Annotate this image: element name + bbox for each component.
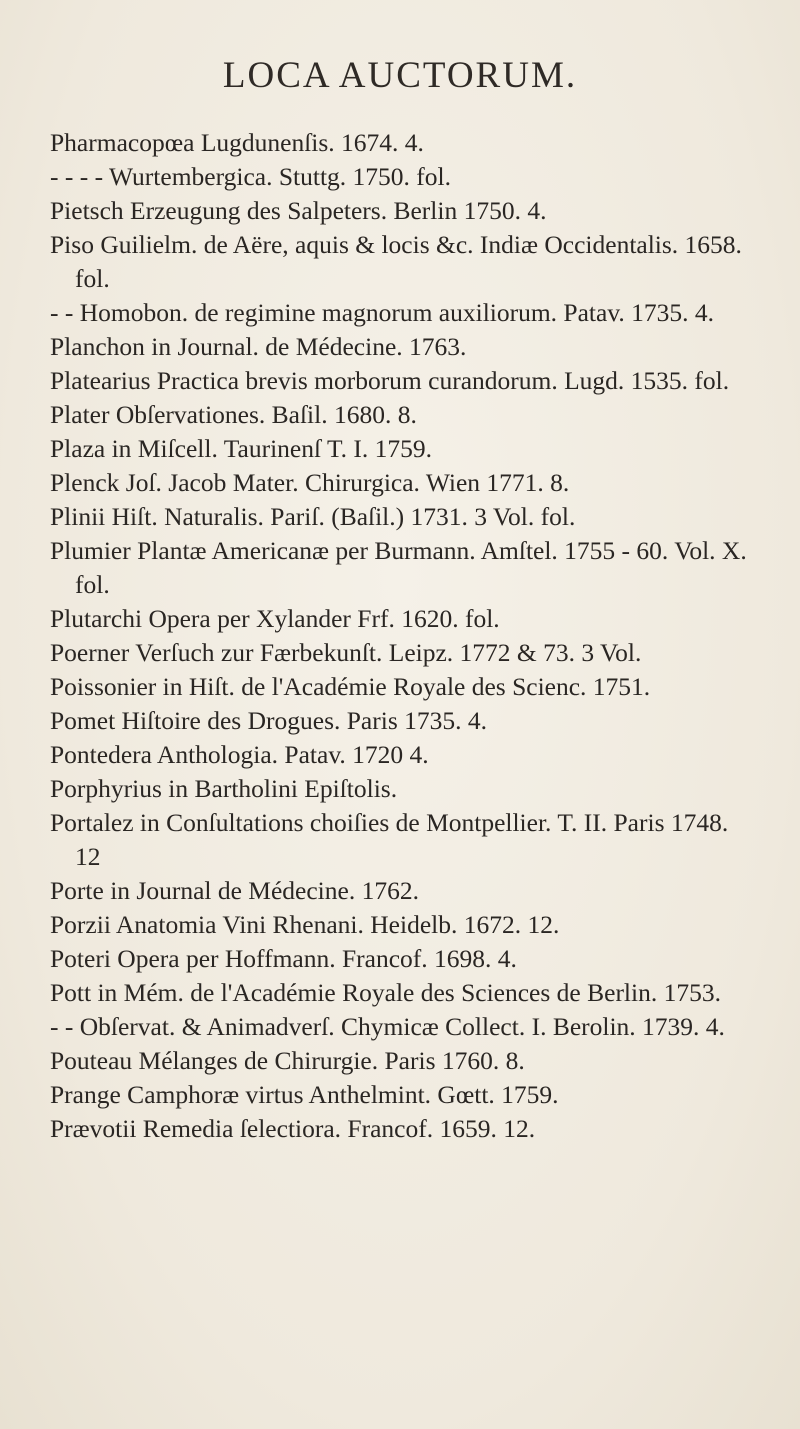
- index-entry: Pietsch Erzeugung des Salpeters. Berlin 1750. 4.: [50, 196, 547, 225]
- index-entry: - - Obſervat. & Animadverſ. Chymicæ Collect. I. Berolin. 1739. 4.: [50, 1012, 725, 1041]
- index-entry: - - - - Wurtembergica. Stuttg. 1750. fol.: [50, 162, 451, 191]
- index-entry: Porphyrius in Bartholini Epiſtolis.: [50, 774, 398, 803]
- index-entry: Porte in Journal de Médecine. 1762.: [50, 876, 419, 905]
- index-entry: Platearius Practica brevis morborum curandorum. Lugd. 1535. fol.: [50, 366, 730, 395]
- index-entry: Plaza in Miſcell. Taurinenſ T. I. 1759.: [50, 434, 433, 463]
- index-entry: Planchon in Journal. de Médecine. 1763.: [50, 332, 467, 361]
- index-entry: - - Homobon. de regimine magnorum auxiliorum. Patav. 1735. 4.: [50, 298, 715, 327]
- index-entry: Pouteau Mélanges de Chirurgie. Paris 1760. 8.: [50, 1046, 525, 1075]
- index-entry: Pontedera Anthologia. Patav. 1720 4.: [50, 740, 429, 769]
- index-entry: Poteri Opera per Hoffmann. Francof. 1698. 4.: [50, 944, 517, 973]
- index-entry: Pomet Hiſtoire des Drogues. Paris 1735. 4.: [50, 706, 487, 735]
- index-entry: Poerner Verſuch zur Færbekunſt. Leipz. 1772 & 73. 3 Vol.: [50, 638, 642, 667]
- index-entry: Prævotii Remedia ſelectiora. Francof. 1659. 12.: [50, 1114, 536, 1143]
- author-index-list: [50, 126, 760, 1146]
- index-entry: Pott in Mém. de l'Académie Royale des Sciences de Berlin. 1753.: [50, 978, 721, 1007]
- index-entry: Poissonier in Hiſt. de l'Académie Royale des Scienc. 1751.: [50, 672, 651, 701]
- index-entry: Plinii Hiſt. Naturalis. Pariſ. (Baſil.) 1731. 3 Vol. fol.: [50, 502, 576, 531]
- index-entry: Pharmacopœa Lugdunenſis. 1674. 4.: [50, 128, 424, 157]
- index-entry: Plutarchi Opera per Xylander Frf. 1620. fol.: [50, 604, 500, 633]
- index-entry: Plater Obſervationes. Baſil. 1680. 8.: [50, 400, 417, 429]
- page-title: LOCA AUCTORUM.: [222, 55, 578, 96]
- index-entry: Plenck Joſ. Jacob Mater. Chirurgica. Wien 1771. 8.: [50, 468, 570, 497]
- index-entry: Porzii Anatomia Vini Rhenani. Heidelb. 1672. 12.: [50, 910, 560, 939]
- index-entry: Prange Camphoræ virtus Anthelmint. Gœtt. 1759.: [50, 1080, 559, 1109]
- index-entry: Portalez in Conſultations choiſies de Montpellier. T. II. Paris 1748. 12: [50, 808, 729, 871]
- index-entry: Piso Guilielm. de Aëre, aquis & locis &c. Indiæ Occidentalis. 1658. fol.: [50, 230, 742, 293]
- index-entry: Plumier Plantæ Americanæ per Burmann. Amſtel. 1755 - 60. Vol. X. fol.: [50, 536, 747, 599]
